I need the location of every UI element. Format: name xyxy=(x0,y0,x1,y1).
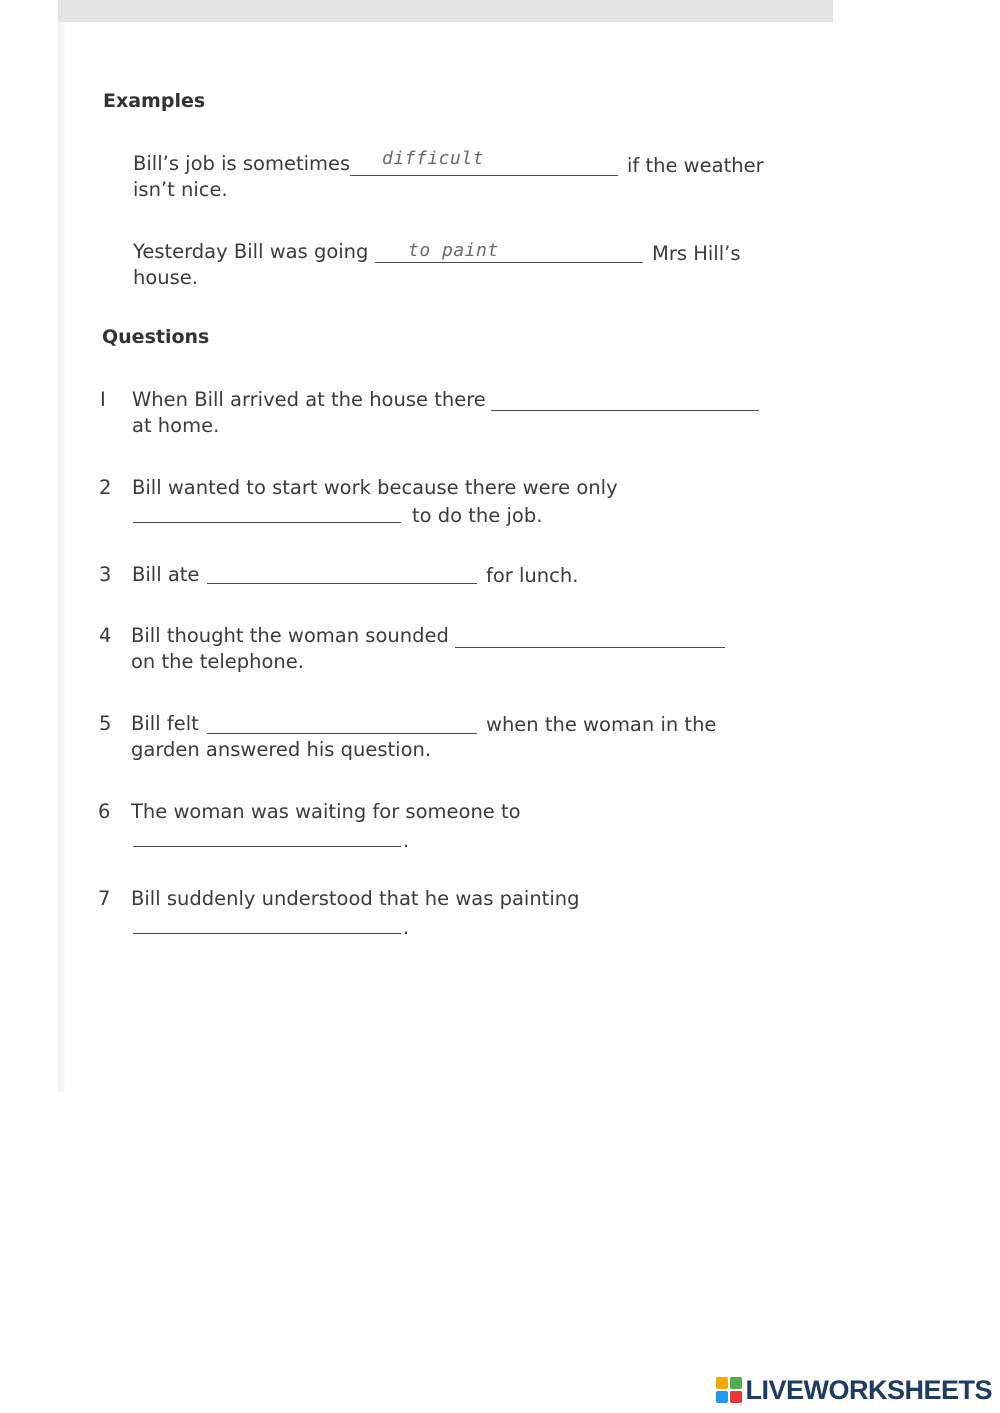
liveworksheets-logo[interactable] xyxy=(716,1373,992,1407)
question-4-text: Bill thought the woman sounded xyxy=(131,624,449,647)
question-3-number: 3 xyxy=(99,563,112,586)
question-2-blank[interactable] xyxy=(133,522,401,523)
question-7-number: 7 xyxy=(98,887,111,910)
question-6-period: . xyxy=(403,830,410,852)
scan-left-edge xyxy=(58,22,66,1092)
question-7-period: . xyxy=(403,917,410,939)
question-7-text: Bill suddenly understood that he was painting xyxy=(131,887,580,910)
example-1-answer: difficult xyxy=(382,148,485,169)
example-1-blank xyxy=(350,175,618,176)
question-2-after: to do the job. xyxy=(412,504,543,527)
question-5-text: Bill felt xyxy=(131,712,199,735)
example-2-continuation: house. xyxy=(133,266,199,289)
question-5-after: when the woman in the xyxy=(486,713,717,736)
questions-heading: Questions xyxy=(102,326,210,348)
question-2-text: Bill wanted to start work because there were only xyxy=(132,476,618,499)
question-1-number: I xyxy=(100,388,106,411)
example-2-after: Mrs Hill’s xyxy=(652,242,741,265)
question-5-continuation: garden answered his question. xyxy=(131,738,432,761)
question-1-blank[interactable] xyxy=(491,410,759,411)
question-3-blank[interactable] xyxy=(207,583,477,584)
question-4-blank[interactable] xyxy=(455,647,725,648)
example-2-text: Yesterday Bill was going xyxy=(133,240,369,263)
question-3-after: for lunch. xyxy=(486,564,579,587)
question-4-number: 4 xyxy=(99,624,112,647)
example-1-text: Bill’s job is sometimes xyxy=(133,152,351,175)
example-2-blank xyxy=(375,262,643,263)
question-5-number: 5 xyxy=(99,712,112,735)
example-1-continuation: isn’t nice. xyxy=(133,178,228,201)
example-1-after: if the weather xyxy=(627,154,764,177)
question-2-number: 2 xyxy=(99,476,112,499)
question-5-blank[interactable] xyxy=(207,733,477,734)
logo-grid-icon xyxy=(716,1377,742,1403)
question-3-text: Bill ate xyxy=(132,563,200,586)
question-6-text: The woman was waiting for someone to xyxy=(131,800,521,823)
logo-text: LIVEWORKSHEETS xyxy=(745,1374,992,1405)
question-6-number: 6 xyxy=(98,800,111,823)
examples-heading: Examples xyxy=(103,90,206,112)
scan-top-bar xyxy=(58,0,833,22)
question-4-continuation: on the telephone. xyxy=(131,650,304,673)
example-2-answer: to paint xyxy=(408,240,499,261)
question-6-blank[interactable] xyxy=(133,846,401,847)
question-7-blank[interactable] xyxy=(133,933,401,934)
question-1-continuation: at home. xyxy=(132,414,220,437)
question-1-text: When Bill arrived at the house there xyxy=(132,388,486,411)
